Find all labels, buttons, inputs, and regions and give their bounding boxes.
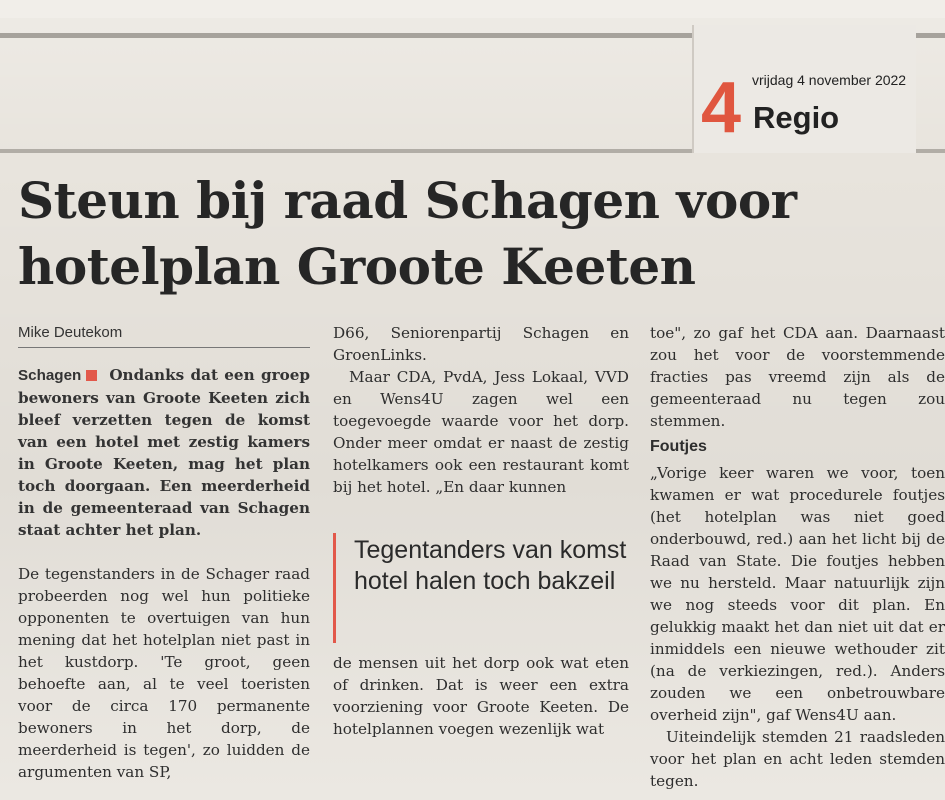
column-2 — [333, 322, 629, 498]
page-number: 4 — [700, 68, 742, 148]
body-paragraph: de mensen uit het dorp ook wat eten of drinken. Dat is weer een extra voorziening voor Groote Keeten. De hotelplannen voegen wezenlijk wat — [333, 654, 629, 738]
headline-line-2: hotelplan Groote Keeten — [18, 237, 696, 296]
subheading: Foutjes — [650, 438, 707, 455]
body-paragraph: De tegenstanders in de Schager raad probeerden nog wel hun politieke opponenten te overtuigen van hun mening dat het hotelplan niet past in het kustdorp. 'Te groot, geen behoefte aan, al te veel toeristen voor de circa 170 permanente bewoners in het dorp, de meerderheid is tegen', zo luidden de argumenten van SP, — [18, 565, 310, 781]
pull-quote — [333, 533, 632, 643]
dateline: Schagen — [18, 367, 82, 384]
column-1 — [18, 322, 310, 783]
body-paragraph: toe", zo gaf het CDA aan. Daarnaast zou het voor de voorstemmende fracties pas vreemd zijn als de gemeenteraad nu tegen zou stemmen. — [650, 324, 945, 430]
lead-text: Ondanks dat een groep bewoners van Groote Keeten zich bleef verzetten tegen de komst van een hotel met zestig kamers in Groote Keeten, mag het plan toch doorgaan. Een meerderheid in de gemeenteraad van Schagen staat achter het plan. — [18, 366, 310, 539]
paper-fold — [0, 0, 945, 18]
body-paragraph: D66, Seniorenpartij Schagen en GroenLinks. — [333, 324, 629, 364]
square-marker-icon — [86, 370, 97, 381]
byline: Mike Deutekom — [18, 322, 310, 348]
section-title: Regio — [753, 100, 840, 135]
pull-quote-text: Tegentanders van komst hotel halen toch bakzeil — [354, 536, 627, 595]
column-2-continued — [333, 652, 629, 740]
body-paragraph: Maar CDA, PvdA, Jess Lokaal, VVD en Wens4U zagen wel een toegevoegde waarde voor het dorp. Onder meer omdat er naast de zestig hotelkamers ook een restaurant komt bij het hotel. „En daar kunnen — [333, 368, 629, 496]
column-3 — [650, 322, 945, 792]
headline-line-1: Steun bij raad Schagen voor — [18, 171, 797, 230]
body-paragraph: „Vorige keer waren we voor, toen kwamen er wat procedurele foutjes (het hotelplan was niet goed onderbouwd, red.) aan het licht bij de Raad van State. Die foutjes hebben we nu hersteld. Maar natuurlijk zijn we nog steeds voor dit plan. En gelukkig maakt het dan niet uit dat er inmiddels een nieuwe wethouder zit (na de verkiezingen, red.). Anders zouden we een onbetrouwbare overheid zijn", gaf Wens4U aan. — [650, 464, 945, 724]
page-date: vrijdag 4 november 2022 — [752, 72, 907, 88]
lead-paragraph — [18, 364, 310, 541]
article-headline — [18, 168, 918, 300]
body-paragraph: Uiteindelijk stemden 21 raadsleden voor het plan en acht leden stemden tegen. — [650, 728, 945, 790]
